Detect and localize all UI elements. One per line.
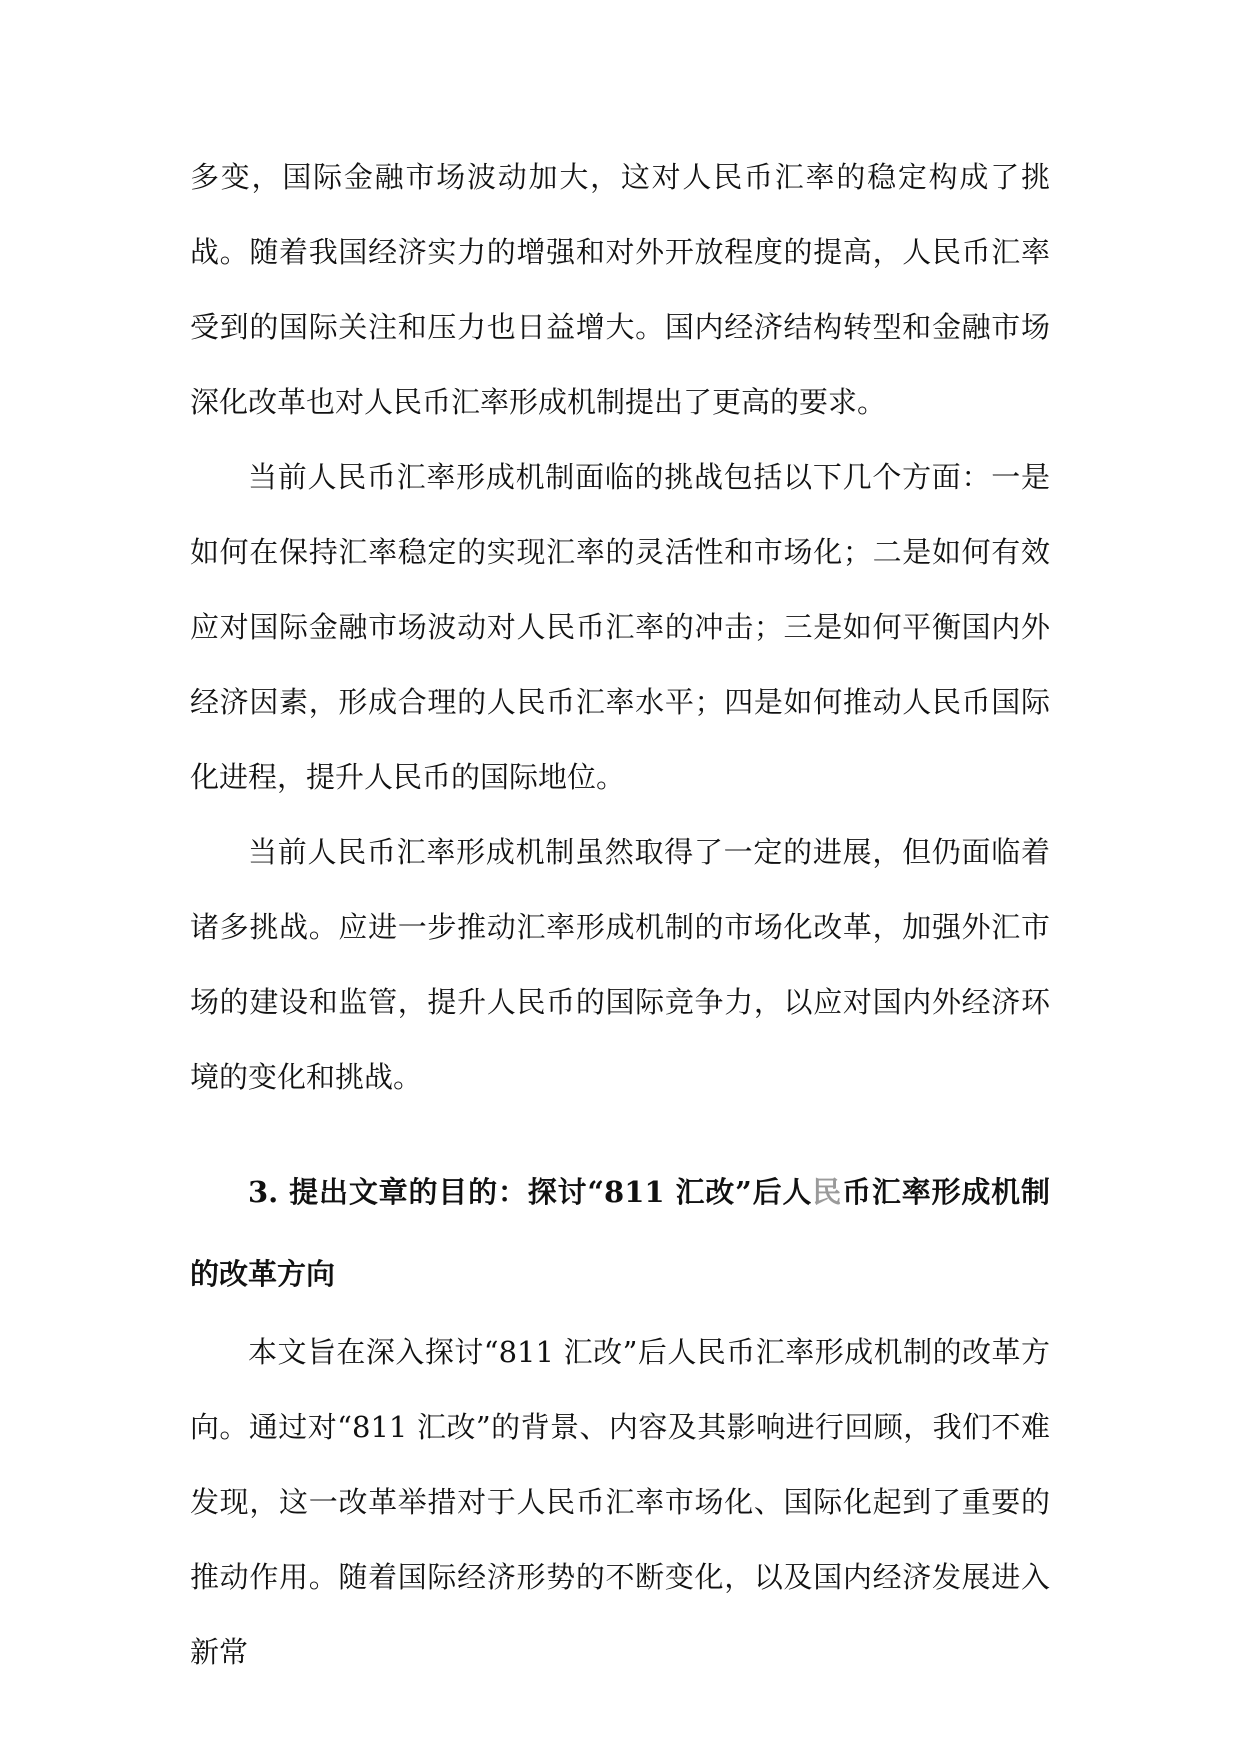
paragraph-3: 当前人民币汇率形成机制虽然取得了一定的进展，但仍面临着诸多挑战。应进一步推动汇率形成机制的市场化改革，加强外汇市场的建设和监管，提升人民币的国际竞争力，以应对国内外经济环境的变化和挑战。 <box>190 835 1050 1094</box>
section-heading-faded-char: 民 <box>812 1175 843 1209</box>
paragraph-1: 多变，国际金融市场波动加大，这对人民币汇率的稳定构成了挑战。随着我国经济实力的增强和对外开放程度的提高，人民币汇率受到的国际关注和压力也日益增大。国内经济结构转型和金融市场深化改革也对人民币汇率形成机制提出了更高的要求。 <box>190 160 1050 419</box>
paragraph-2: 当前人民币汇率形成机制面临的挑战包括以下几个方面：一是如何在保持汇率稳定的实现汇率的灵活性和市场化；二是如何有效应对国际金融市场波动对人民币汇率的冲击；三是如何平衡国内外经济因素，形成合理的人民币汇率水平；四是如何推动人民币国际化进程，提升人民币的国际地位。 <box>190 460 1050 794</box>
section-heading <box>190 1151 1050 1315</box>
section-heading-part1: 3. 提出文章的目的：探讨“811 汇改”后人 <box>248 1175 813 1209</box>
document-page <box>190 140 1050 1690</box>
section-heading-part3: 币汇率形成机制的改革方向 <box>190 1175 1050 1291</box>
paragraph-4: 本文旨在深入探讨“811 汇改”后人民币汇率形成机制的改革方向。通过对“811 汇改”的背景、内容及其影响进行回顾，我们不难发现，这一改革举措对于人民币汇率市场化、国际化起到了重要的推动作用。随着国际经济形势的不断变化，以及国内经济发展进入新常 <box>190 1335 1050 1669</box>
